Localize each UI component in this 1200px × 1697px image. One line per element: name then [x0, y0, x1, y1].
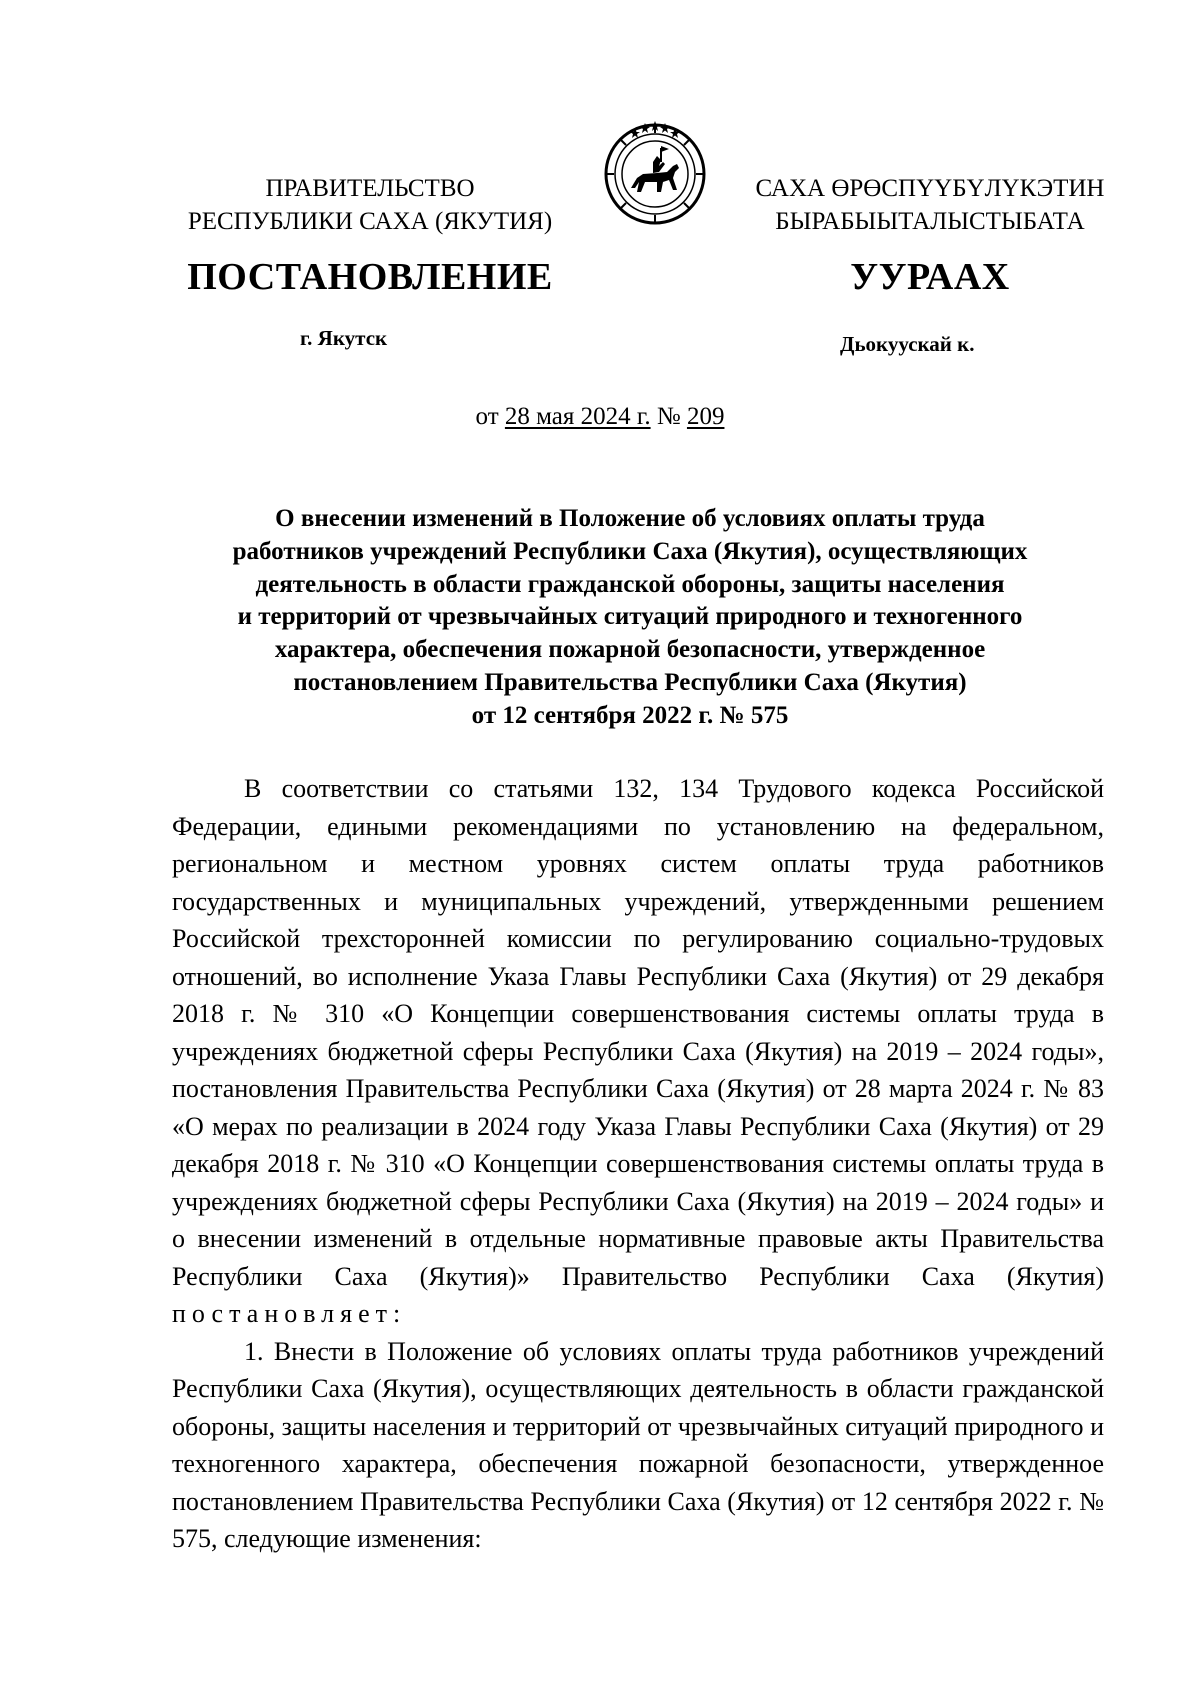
- title-line: деятельность в области гражданской обороны, защиты населения: [255, 570, 1005, 598]
- date-prefix: от: [475, 403, 499, 430]
- org-name-sah: [730, 172, 1130, 238]
- org-name-sah-line1: САХА ӨРӨСПҮҮБҮЛҮКЭТИН: [755, 175, 1105, 202]
- title-line: от 12 сентября 2022 г. № 575: [471, 701, 789, 729]
- document-body: [172, 770, 1104, 1558]
- body-paragraph-2: 1. Внести в Положение об условиях оплаты труда работников учреждений Республики Саха (Якутия), осуществляющих деятельность в области гражданской обороны, защиты населения и территорий от чрезвычайных ситуаций природного и техногенного характера, обеспечения пожарной безопасности, утвержденное постановлением Правительства Республики Саха (Якутия) от 12 сентября 2022 г. № 575, следующие изменения:: [172, 1336, 1104, 1553]
- place-ru: г. Якутск: [300, 326, 388, 350]
- paragraph-1-text: В соответствии со статьями 132, 134 Трудового кодекса Российской Федерации, едиными рекомендациями по установлению на федеральном, региональном и местном уровнях систем оплаты труда работников государственных и муниципальных учреждений, утвержденными решением Российской трехсторонней комиссии по регулированию социально-трудовых отношений, во исполнение Указа Главы Республики Саха (Якутия) от 29 декабря 2018 г. № 310 «О Концепции совершенствования системы оплаты труда в учреждениях бюджетной сферы Республики Саха (Якутия) на 2019 – 2024 годы», постановления Правительства Республики Саха (Якутия) от 28 марта 2024 г. № 83 «О мерах по реализации в 2024 году Указа Главы Республики Саха (Якутия) от 29 декабря 2018 г. № 310 «О Концепции совершенствования системы оплаты труда в учреждениях бюджетной сферы Республики Саха (Якутия) на 2019 – 2024 годы» и о внесении изменений в отдельные нормативные правовые акты Правительства Республики Саха (Якутия)» Правительство Республики Саха (Якутия): [172, 774, 1104, 1291]
- org-name-sah-line2: БЫРАБЫЫТАЛЫСТЫБАТА: [775, 208, 1085, 235]
- decree-word: постановляет:: [172, 1299, 407, 1328]
- org-name-ru: [160, 172, 580, 238]
- place-sah: Дьокуускай к.: [840, 332, 975, 356]
- title-line: характера, обеспечения пожарной безопасности, утвержденное: [274, 636, 986, 664]
- title-line: работников учреждений Республики Саха (Якутия), осуществляющих: [232, 537, 1028, 565]
- body-paragraph-1: [172, 770, 1104, 1333]
- title-line: постановлением Правительства Республики Саха (Якутия): [293, 668, 967, 696]
- doc-type-sah: УУРААХ: [850, 256, 1010, 298]
- coat-of-arms-icon: [601, 118, 709, 226]
- doc-type-ru: ПОСТАНОВЛЕНИЕ: [187, 256, 553, 298]
- title-line: О внесении изменений в Положение об условиях оплаты труда: [275, 505, 985, 532]
- date-value: 28 мая 2024 г.: [504, 403, 651, 430]
- number-value: 209: [686, 403, 725, 430]
- number-sign: №: [656, 403, 681, 430]
- title-line: и территорий от чрезвычайных ситуаций природного и техногенного: [237, 603, 1023, 631]
- org-name-ru-line2: РЕСПУБЛИКИ САХА (ЯКУТИЯ): [187, 208, 553, 235]
- date-number-line: [0, 403, 1200, 431]
- org-name-ru-line1: ПРАВИТЕЛЬСТВО: [265, 175, 475, 202]
- document-title: [160, 503, 1100, 733]
